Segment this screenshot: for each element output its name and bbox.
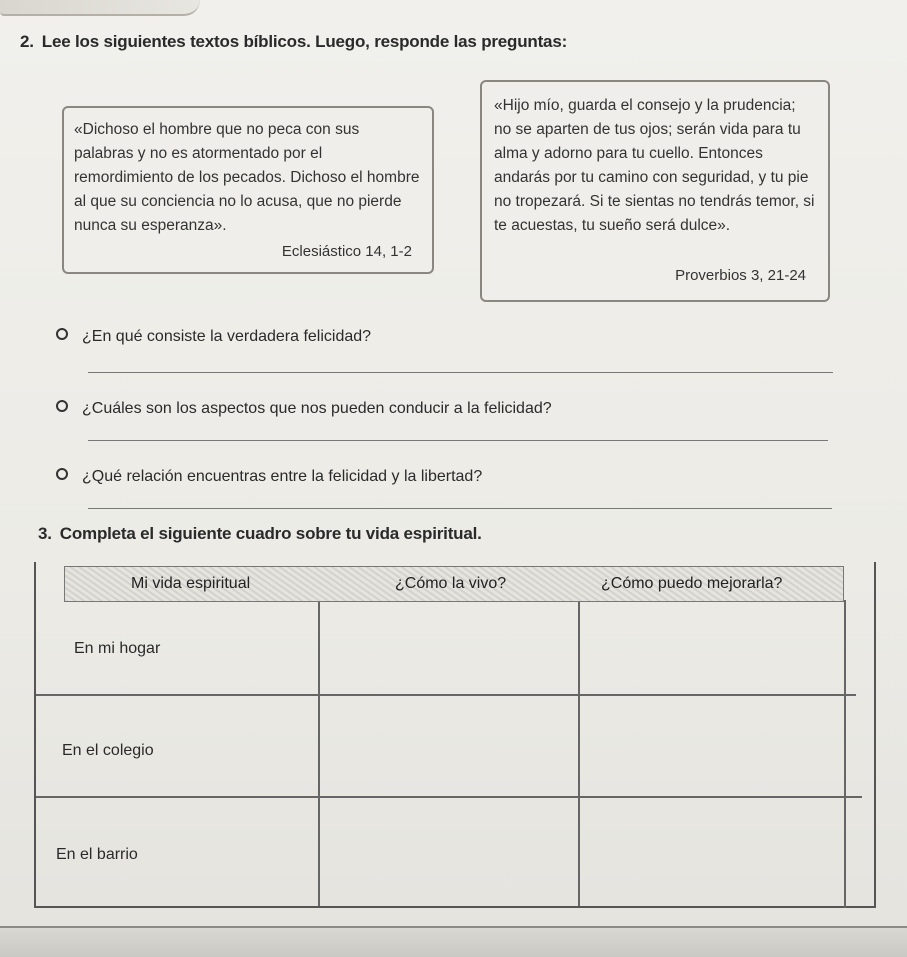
cell-barrio-vivo[interactable] <box>320 799 576 904</box>
torn-top-edge <box>0 0 200 16</box>
bullet-icon <box>56 468 68 480</box>
bullet-icon <box>56 400 68 412</box>
cell-barrio-mejorar[interactable] <box>580 799 842 904</box>
table-row-label-hogar: En mi hogar <box>74 640 161 657</box>
table-header-como-la-vivo: ¿Cómo la vivo? <box>395 575 507 592</box>
quote-reference-proverbios: Proverbios 3, 21-24 <box>675 267 806 284</box>
question-3 <box>56 468 482 486</box>
table-row-divider <box>36 694 856 696</box>
question-1 <box>56 328 371 346</box>
cell-colegio-vivo[interactable] <box>320 697 576 794</box>
cell-hogar-vivo[interactable] <box>320 604 576 692</box>
section-2-instruction: Lee los siguientes textos bíblicos. Luego, responde las preguntas: <box>41 32 568 51</box>
section-2-heading <box>20 32 567 52</box>
table-column-divider <box>844 600 846 908</box>
page-bottom-edge <box>0 926 907 957</box>
answer-line-3[interactable] <box>88 508 832 509</box>
cell-hogar-mejorar[interactable] <box>580 604 842 692</box>
table-row-label-barrio: En el barrio <box>56 846 138 863</box>
question-2-text: ¿Cuáles son los aspectos que nos pueden conducir a la felicidad? <box>82 400 552 417</box>
quote-box-eclesiastico <box>62 106 434 274</box>
table-header-como-mejorarla: ¿Cómo puedo mejorarla? <box>601 575 783 592</box>
table-row-divider <box>36 796 862 798</box>
answer-line-1[interactable] <box>88 372 833 373</box>
question-2 <box>56 400 552 418</box>
section-2-number: 2. <box>20 32 34 51</box>
answer-line-2[interactable] <box>88 440 828 441</box>
table-header-row <box>64 566 844 602</box>
section-3-number: 3. <box>38 524 52 543</box>
quote-box-proverbios <box>480 80 830 302</box>
question-3-text: ¿Qué relación encuentras entre la felicidad y la libertad? <box>82 468 483 485</box>
table-row-label-colegio: En el colegio <box>62 742 154 759</box>
quote-reference-eclesiastico: Eclesiástico 14, 1-2 <box>281 243 412 260</box>
quote-text-proverbios: «Hijo mío, guarda el consejo y la prudencia; no se aparten de tus ojos; serán vida para tu alma y adorno para tu cuello. Entonces andarás por tu camino con seguridad, y tu pie no tropezará. Si te sientas no tendrás temor, si te acuestas, tu sueño será dulce». <box>494 97 815 234</box>
section-3-instruction: Completa el siguiente cuadro sobre tu vida espiritual. <box>59 524 482 543</box>
section-3-heading <box>38 524 482 544</box>
quote-text-eclesiastico: «Dichoso el hombre que no peca con sus palabras y no es atormentado por el remordimiento de los pecados. Dichoso el hombre al que su conciencia no lo acusa, que no pierde nunca su esperanza». <box>74 121 420 234</box>
bullet-icon <box>56 328 68 340</box>
question-1-text: ¿En qué consiste la verdadera felicidad? <box>82 328 372 345</box>
cell-colegio-mejorar[interactable] <box>580 697 842 794</box>
table-header-mi-vida: Mi vida espiritual <box>131 575 251 592</box>
